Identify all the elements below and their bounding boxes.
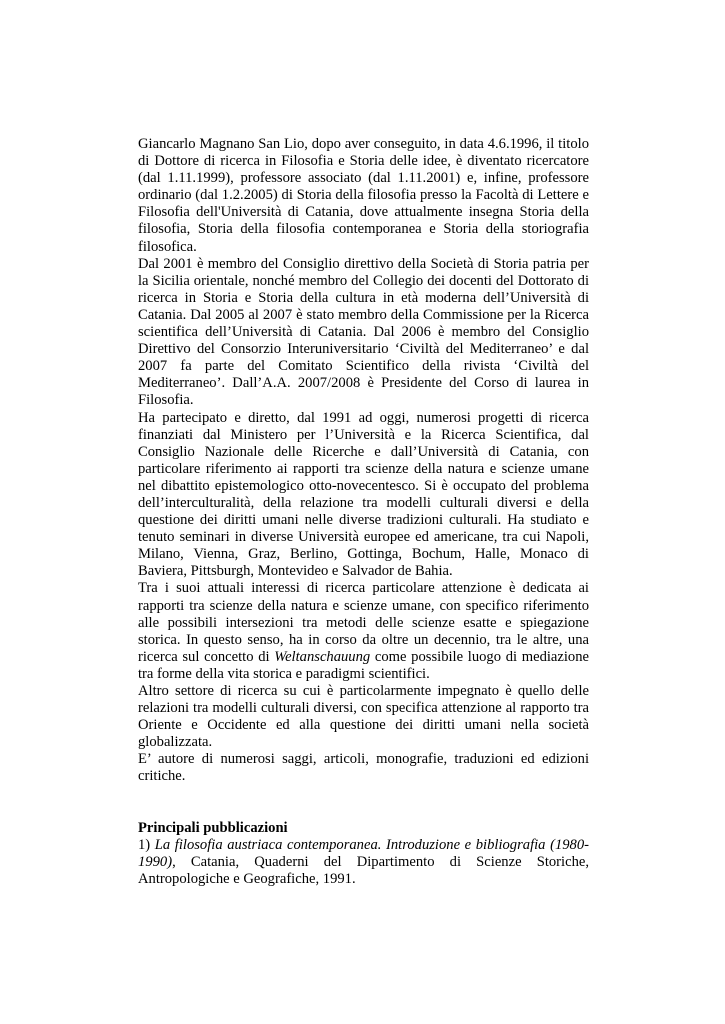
publications-heading: Principali pubblicazioni [138, 819, 288, 836]
section-spacer [138, 786, 589, 820]
research-text-after: come possibile luogo di mediazione tra forme della vita storica e paradigmi scientifici. [138, 648, 590, 682]
bio-paragraph-intercultural: Altro settore di ricerca su cui è particolarmente impegnato è quello delle relazioni tra modelli culturali diversi, con specifica attenzione al rapporto tra Oriente e Occidente ed alla questione dei diritti umani nella società globalizzata. [138, 683, 589, 751]
publication-title: La filosofia austriaca contemporanea. Introduzione e bibliografia (1980-1990) [138, 836, 589, 870]
document-page [138, 136, 589, 888]
bio-paragraph-projects: Ha partecipato e diretto, dal 1991 ad oggi, numerosi progetti di ricerca finanziati dal Ministero per l’Università e la Ricerca Scientifica, dal Consiglio Nazionale delle Ricerche e dall’Università di Catania, con particolare riferimento ai rapporti tra scienze della natura e scienze umane nel dibattito epistemologico otto-novecentesco. Si è occupato del problema dell’interculturalità, della relazione tra modelli culturali diversi e della questione dei diritti umani nelle diverse tradizioni culturali. Ha studiato e tenuto seminari in diverse Università europee ed americane, tra cui Napoli, Milano, Vienna, Graz, Berlino, Gottinga, Bochum, Halle, Monaco di Baviera, Pittsburgh, Montevideo e Salvador de Bahia. [138, 409, 589, 580]
weltanschauung-term: Weltanschauung [274, 648, 371, 665]
bio-paragraph-author: E’ autore di numerosi saggi, articoli, monografie, traduzioni ed edizioni critiche. [138, 751, 589, 785]
publication-item [138, 837, 589, 888]
research-text-before: Tra i suoi attuali interessi di ricerca particolare attenzione è dedicata ai rapporti tra scienze della natura e scienze umane, con specifico riferimento alle possibili intersezioni tra metodi delle scienze esatte e spiegazione storica. In questo senso, ha in corso da oltre un decennio, tra le altre, una ricerca sul concetto di [138, 580, 589, 665]
bio-paragraph-research-interests [138, 580, 589, 683]
publication-details: , Catania, Quaderni del Dipartimento di Scienze Storiche, Antropologiche e Geografiche, 1991. [138, 853, 589, 887]
bio-paragraph-career: Giancarlo Magnano San Lio, dopo aver conseguito, in data 4.6.1996, il titolo di Dottore di ricerca in Filosofia e Storia delle idee, è diventato ricercatore (dal 1.11.1999), professore associato (dal 1.11.2001) e, infine, professore ordinario (dal 1.2.2005) di Storia della filosofia presso la Facoltà di Lettere e Filosofia dell'Università di Catania, dove attualmente insegna Storia della filosofia, Storia della filosofia contemporanea e Storia della storiografia filosofica. [138, 136, 589, 255]
bio-paragraph-memberships: Dal 2001 è membro del Consiglio direttivo della Società di Storia patria per la Sicilia orientale, nonché membro del Collegio dei docenti del Dottorato di ricerca in Storia e Storia della cultura in età moderna dell’Università di Catania. Dal 2005 al 2007 è stato membro della Commissione per la Ricerca scientifica dell’Università di Catania. Dal 2006 è membro del Consiglio Direttivo del Consorzio Interuniversitario ‘Civiltà del Mediterraneo’ e dal 2007 fa parte del Comitato Scientifico della rivista ‘Civiltà del Mediterraneo’. Dall’A.A. 2007/2008 è Presidente del Corso di laurea in Filosofia. [138, 255, 589, 409]
publication-number: 1) [138, 836, 155, 853]
